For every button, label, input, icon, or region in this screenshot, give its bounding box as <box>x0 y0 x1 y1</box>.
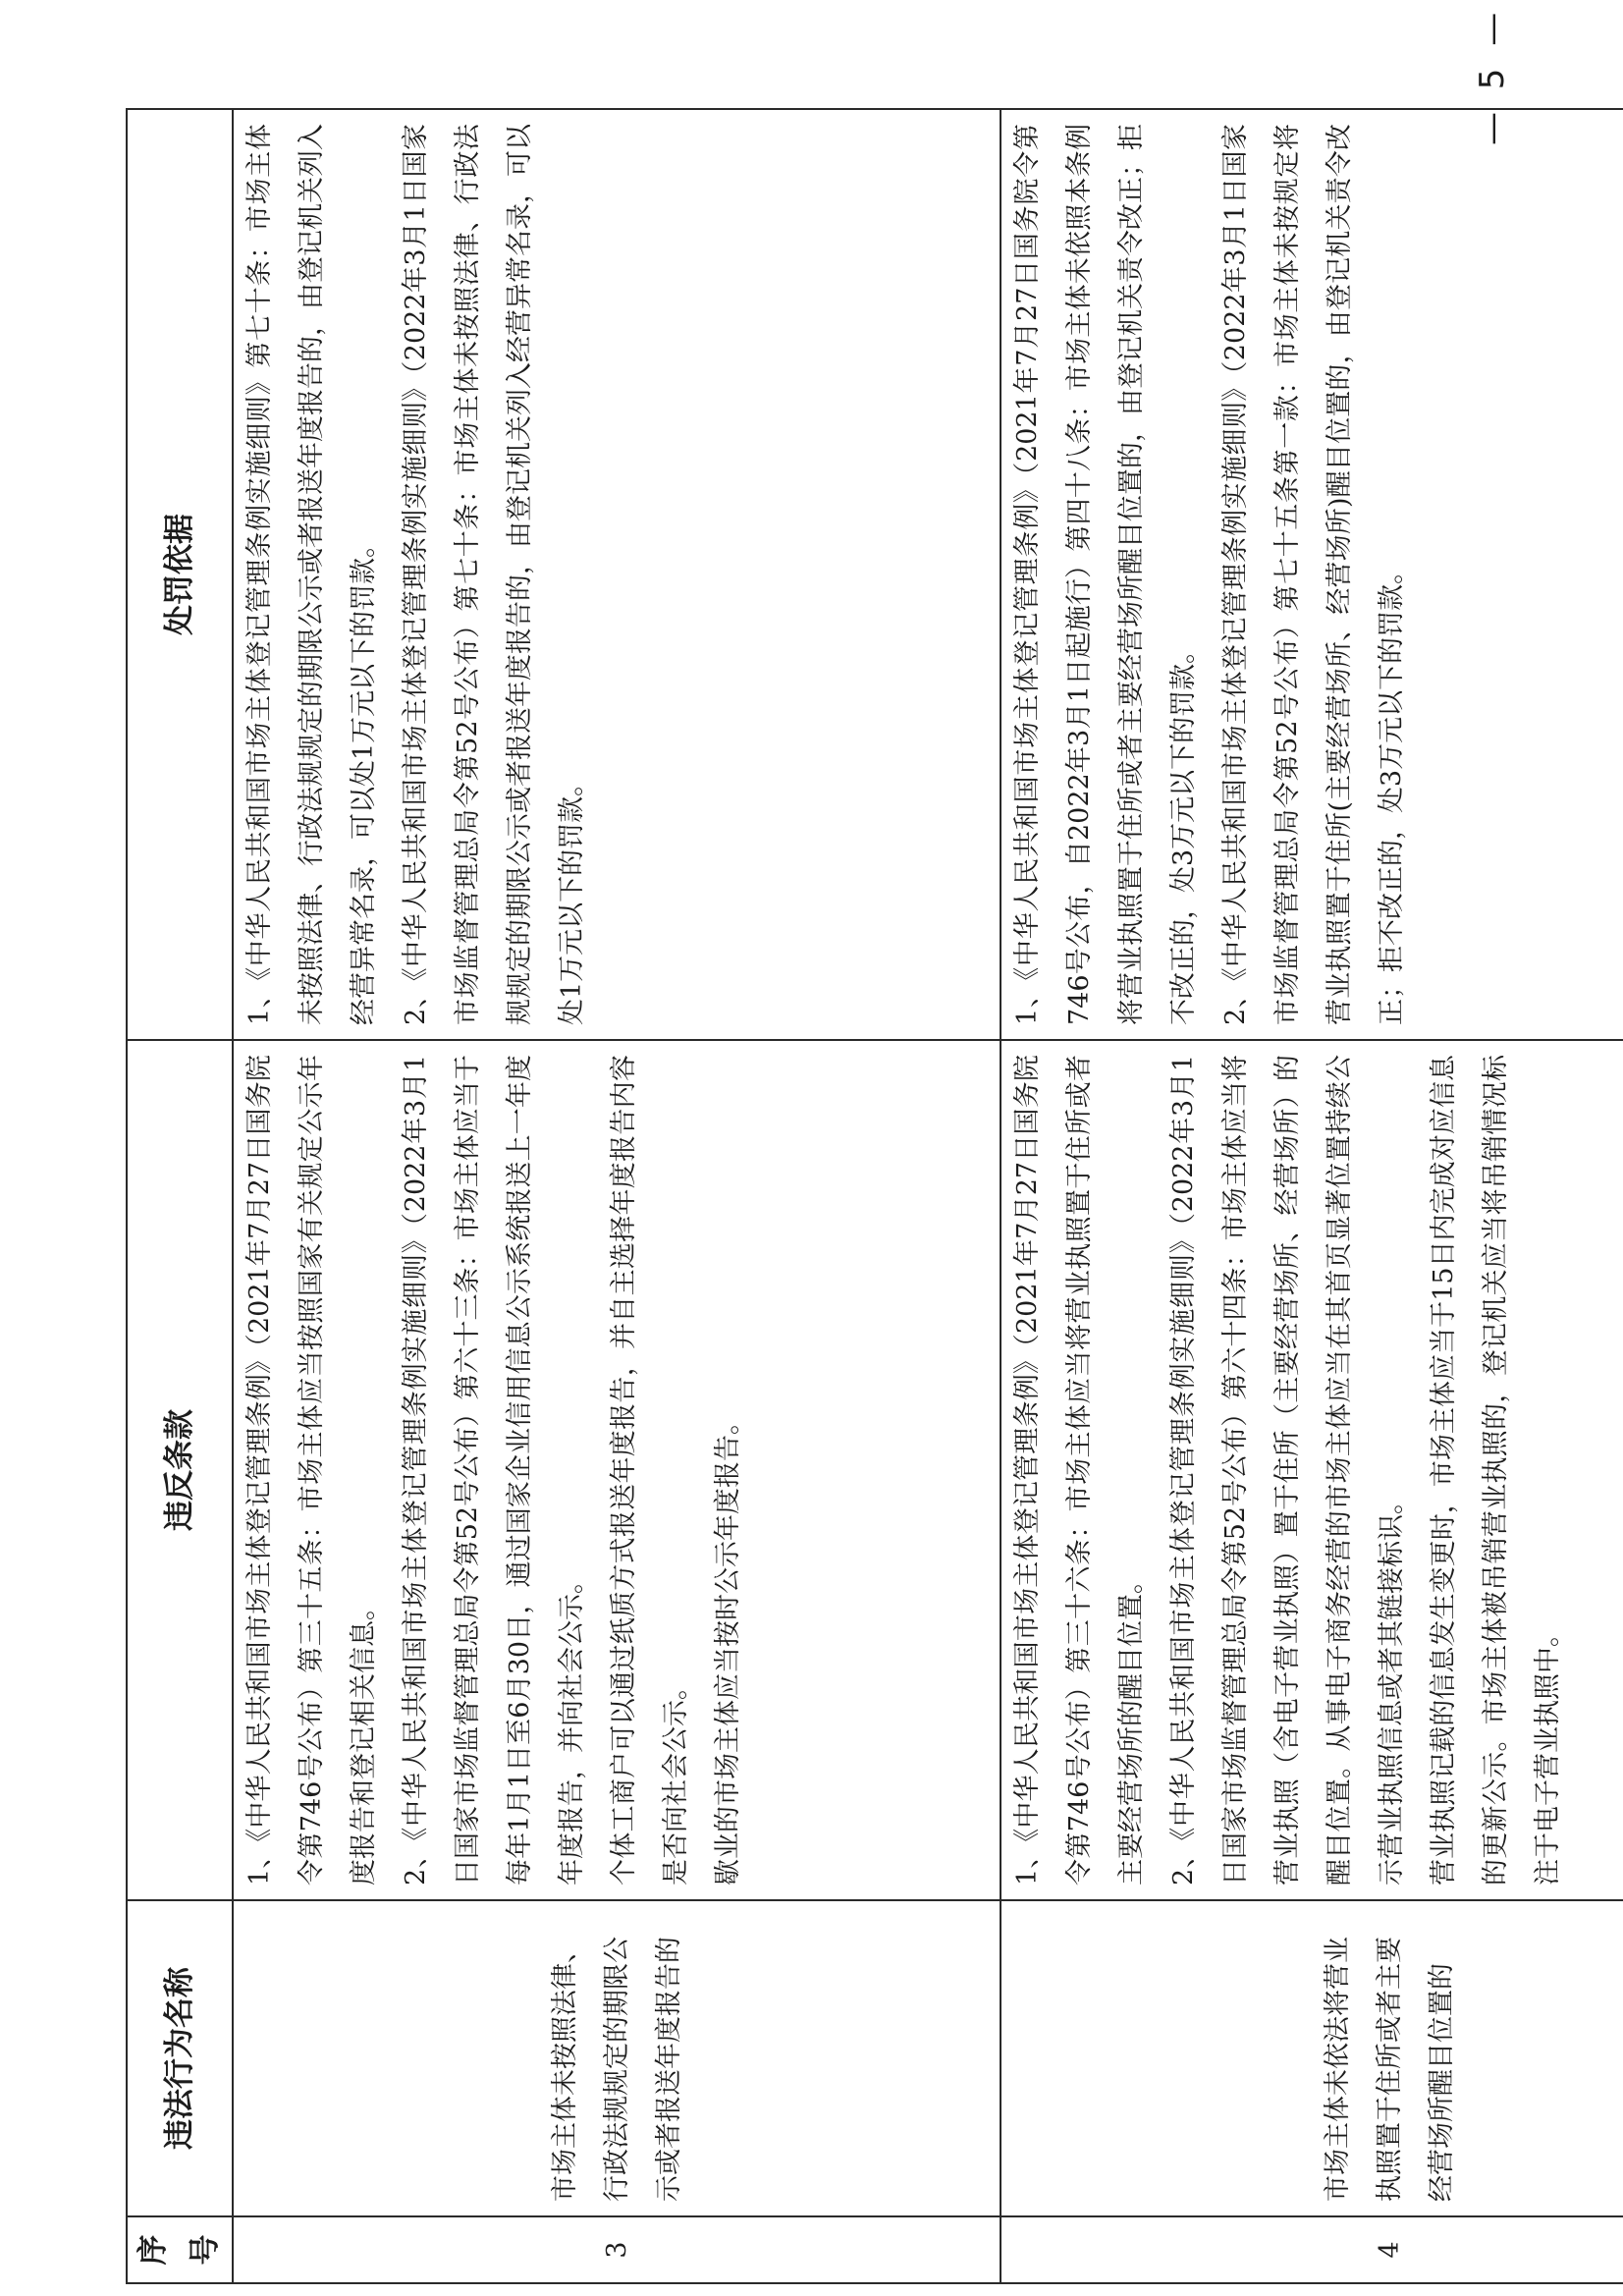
table-header-row <box>127 109 233 2283</box>
violation-name: 市场主体未按照法律、行政法规规定的期限公示或者报送年度报告的 <box>233 1900 1001 2216</box>
row-serial-number: 4 <box>1001 2216 1623 2283</box>
header-serial-number: 序号 <box>127 2216 233 2283</box>
violated-clauses <box>1001 1040 1623 1900</box>
violation-name: 市场主体未依法将营业执照置于住所或者主要经营场所醒目位置的 <box>1001 1900 1623 2216</box>
penalty-basis <box>233 109 1001 1040</box>
violated-clauses <box>233 1040 1001 1900</box>
basis-paragraph: 2、《中华人民共和国市场主体登记管理条例实施细则》（2022年3月1日国家市场监督管理总局令第52号公布）第七十条：市场主体未按照法律、行政法规规定的期限公示或者报送年度报告的，由登记机关列入经营异常名录，可以处1万元以下的罚款。 <box>401 124 587 1025</box>
table-row <box>1001 109 1623 2283</box>
clause-paragraph: 营业执照记载的信息发生变更时，市场主体应当于15日内完成对应信息的更新公示。市场主体被吊销营业执照的，登记机关应当将吊销情况标注于电子营业执照中。 <box>1429 1055 1563 1886</box>
header-violation-name: 违法行为名称 <box>127 1900 233 2216</box>
row-serial-number: 3 <box>233 2216 1001 2283</box>
penalty-table <box>126 108 1623 2284</box>
clause-paragraph: 1、《中华人民共和国市场主体登记管理条例》（2021年7月27日国务院令第746号公布）第三十六条：市场主体应当将营业执照置于住所或者主要经营场所的醒目位置。 <box>1012 1055 1147 1886</box>
penalty-basis <box>1001 109 1623 1040</box>
basis-paragraph: 1、《中华人民共和国市场主体登记管理条例》（2021年7月27日国务院令第746号公布，自2022年3月1日起施行）第四十八条：市场主体未依照本条例将营业执照置于住所或者主要经营场所醒目位置的，由登记机关责令改正；拒不改正的，处3万元以下的罚款。 <box>1012 124 1199 1025</box>
basis-paragraph: 2、《中华人民共和国市场主体登记管理条例实施细则》（2022年3月1日国家市场监督管理总局令第52号公布）第七十五条第一款：市场主体未按规定将营业执照置于住所(主要经营场所、经营场所)醒目位置的，由登记机关责令改正；拒不改正的，处3万元以下的罚款。 <box>1220 124 1407 1025</box>
header-penalty-basis: 处罚依据 <box>127 109 233 1040</box>
clause-paragraph: 2、《中华人民共和国市场主体登记管理条例实施细则》（2022年3月1日国家市场监督管理总局令第52号公布）第六十四条：市场主体应当将营业执照（含电子营业执照）置于住所（主要经营场所、经营场所）的醒目位置。从事电子商务经营的市场主体应当在其首页显著位置持续公示营业执照信息或者其链接标识。 <box>1168 1055 1407 1886</box>
header-violated-clauses: 违反条款 <box>127 1040 233 1900</box>
page-number: — 5 — <box>1473 6 1512 145</box>
clause-paragraph: 2、《中华人民共和国市场主体登记管理条例实施细则》（2022年3月1日国家市场监督管理总局令第52号公布）第六十三条：市场主体应当于每年1月1日至6月30日，通过国家企业信用信息公示系统报送上一年度年度报告，并向社会公示。 <box>401 1055 587 1886</box>
basis-paragraph: 1、《中华人民共和国市场主体登记管理条例实施细则》第七十条：市场主体未按照法律、行政法规规定的期限公示或者报送年度报告的，由登记机关列入经营异常名录，可以处1万元以下的罚款。 <box>244 124 379 1025</box>
clause-paragraph: 歇业的市场主体应当按时公示年度报告。 <box>713 1408 743 1886</box>
clause-paragraph: 个体工商户可以通过纸质方式报送年度报告，并自主选择年度报告内容是否向社会公示。 <box>609 1055 691 1886</box>
clause-paragraph: 1、《中华人民共和国市场主体登记管理条例》（2021年7月27日国务院令第746号公布）第三十五条：市场主体应当按照国家有关规定公示年度报告和登记相关信息。 <box>244 1055 379 1886</box>
table-row <box>233 109 1001 2283</box>
